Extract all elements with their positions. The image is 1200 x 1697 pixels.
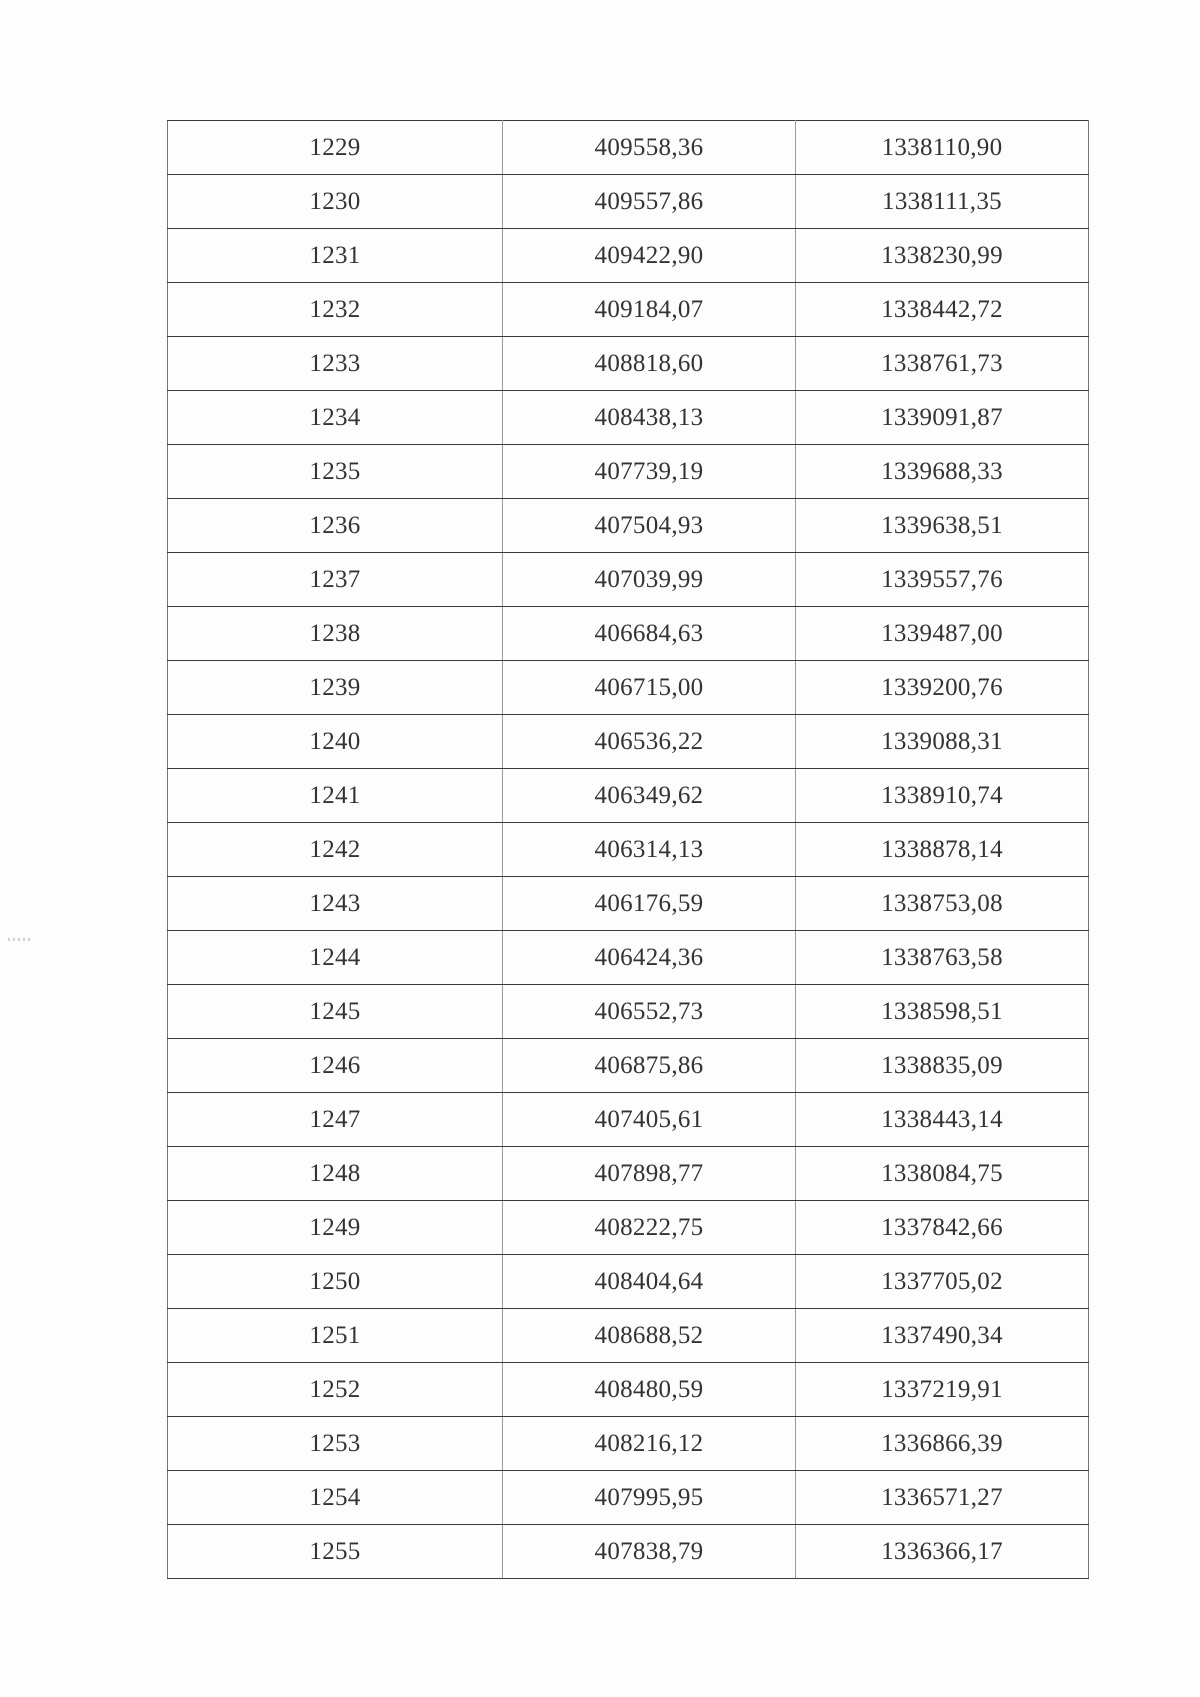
x-coordinate-cell: 408818,60 [503, 337, 796, 391]
x-coordinate-cell: 407039,99 [503, 553, 796, 607]
point-number-cell: 1242 [168, 823, 503, 877]
y-coordinate-cell: 1338835,09 [796, 1039, 1089, 1093]
y-coordinate-cell: 1338442,72 [796, 283, 1089, 337]
x-coordinate-cell: 406536,22 [503, 715, 796, 769]
y-coordinate-cell: 1338910,74 [796, 769, 1089, 823]
table-row [168, 1147, 1089, 1201]
y-coordinate-cell: 1339557,76 [796, 553, 1089, 607]
table-row [168, 1471, 1089, 1525]
table-row [168, 823, 1089, 877]
point-number-cell: 1230 [168, 175, 503, 229]
y-coordinate-cell: 1338753,08 [796, 877, 1089, 931]
table-row [168, 1255, 1089, 1309]
x-coordinate-cell: 407995,95 [503, 1471, 796, 1525]
y-coordinate-cell: 1339638,51 [796, 499, 1089, 553]
point-number-cell: 1234 [168, 391, 503, 445]
table-row [168, 1093, 1089, 1147]
coordinates-table-body [168, 121, 1089, 1579]
y-coordinate-cell: 1337705,02 [796, 1255, 1089, 1309]
table-row [168, 553, 1089, 607]
y-coordinate-cell: 1338230,99 [796, 229, 1089, 283]
point-number-cell: 1237 [168, 553, 503, 607]
point-number-cell: 1229 [168, 121, 503, 175]
x-coordinate-cell: 407405,61 [503, 1093, 796, 1147]
x-coordinate-cell: 408688,52 [503, 1309, 796, 1363]
x-coordinate-cell: 406349,62 [503, 769, 796, 823]
point-number-cell: 1245 [168, 985, 503, 1039]
point-number-cell: 1241 [168, 769, 503, 823]
y-coordinate-cell: 1338443,14 [796, 1093, 1089, 1147]
table-row [168, 607, 1089, 661]
coordinates-table-frame [167, 120, 1085, 1579]
point-number-cell: 1240 [168, 715, 503, 769]
y-coordinate-cell: 1338110,90 [796, 121, 1089, 175]
table-row [168, 1525, 1089, 1579]
x-coordinate-cell: 408404,64 [503, 1255, 796, 1309]
x-coordinate-cell: 408438,13 [503, 391, 796, 445]
x-coordinate-cell: 406314,13 [503, 823, 796, 877]
x-coordinate-cell: 407838,79 [503, 1525, 796, 1579]
table-row [168, 1363, 1089, 1417]
point-number-cell: 1252 [168, 1363, 503, 1417]
y-coordinate-cell: 1337219,91 [796, 1363, 1089, 1417]
y-coordinate-cell: 1338111,35 [796, 175, 1089, 229]
point-number-cell: 1238 [168, 607, 503, 661]
y-coordinate-cell: 1339487,00 [796, 607, 1089, 661]
y-coordinate-cell: 1338598,51 [796, 985, 1089, 1039]
table-row [168, 769, 1089, 823]
x-coordinate-cell: 406552,73 [503, 985, 796, 1039]
x-coordinate-cell: 406875,86 [503, 1039, 796, 1093]
point-number-cell: 1233 [168, 337, 503, 391]
table-row [168, 337, 1089, 391]
point-number-cell: 1250 [168, 1255, 503, 1309]
y-coordinate-cell: 1339688,33 [796, 445, 1089, 499]
table-row [168, 121, 1089, 175]
table-row [168, 229, 1089, 283]
point-number-cell: 1236 [168, 499, 503, 553]
x-coordinate-cell: 408222,75 [503, 1201, 796, 1255]
y-coordinate-cell: 1337490,34 [796, 1309, 1089, 1363]
table-row [168, 175, 1089, 229]
point-number-cell: 1247 [168, 1093, 503, 1147]
point-number-cell: 1251 [168, 1309, 503, 1363]
table-row [168, 985, 1089, 1039]
coordinates-table [167, 120, 1089, 1579]
point-number-cell: 1255 [168, 1525, 503, 1579]
table-row [168, 1201, 1089, 1255]
point-number-cell: 1232 [168, 283, 503, 337]
y-coordinate-cell: 1338761,73 [796, 337, 1089, 391]
x-coordinate-cell: 407898,77 [503, 1147, 796, 1201]
y-coordinate-cell: 1337842,66 [796, 1201, 1089, 1255]
y-coordinate-cell: 1339091,87 [796, 391, 1089, 445]
y-coordinate-cell: 1339200,76 [796, 661, 1089, 715]
y-coordinate-cell: 1338763,58 [796, 931, 1089, 985]
point-number-cell: 1248 [168, 1147, 503, 1201]
scan-artifact [8, 938, 30, 941]
y-coordinate-cell: 1338878,14 [796, 823, 1089, 877]
x-coordinate-cell: 409184,07 [503, 283, 796, 337]
table-row [168, 283, 1089, 337]
x-coordinate-cell: 406715,00 [503, 661, 796, 715]
point-number-cell: 1254 [168, 1471, 503, 1525]
point-number-cell: 1246 [168, 1039, 503, 1093]
x-coordinate-cell: 407739,19 [503, 445, 796, 499]
table-row [168, 661, 1089, 715]
x-coordinate-cell: 408216,12 [503, 1417, 796, 1471]
table-row [168, 391, 1089, 445]
point-number-cell: 1239 [168, 661, 503, 715]
x-coordinate-cell: 406176,59 [503, 877, 796, 931]
y-coordinate-cell: 1339088,31 [796, 715, 1089, 769]
y-coordinate-cell: 1336866,39 [796, 1417, 1089, 1471]
y-coordinate-cell: 1338084,75 [796, 1147, 1089, 1201]
x-coordinate-cell: 406424,36 [503, 931, 796, 985]
x-coordinate-cell: 409422,90 [503, 229, 796, 283]
table-row [168, 931, 1089, 985]
table-row [168, 1309, 1089, 1363]
table-row [168, 1039, 1089, 1093]
point-number-cell: 1253 [168, 1417, 503, 1471]
table-row [168, 445, 1089, 499]
point-number-cell: 1235 [168, 445, 503, 499]
y-coordinate-cell: 1336571,27 [796, 1471, 1089, 1525]
point-number-cell: 1231 [168, 229, 503, 283]
table-row [168, 1417, 1089, 1471]
table-row [168, 715, 1089, 769]
y-coordinate-cell: 1336366,17 [796, 1525, 1089, 1579]
x-coordinate-cell: 408480,59 [503, 1363, 796, 1417]
table-row [168, 877, 1089, 931]
point-number-cell: 1244 [168, 931, 503, 985]
x-coordinate-cell: 407504,93 [503, 499, 796, 553]
point-number-cell: 1243 [168, 877, 503, 931]
x-coordinate-cell: 409557,86 [503, 175, 796, 229]
point-number-cell: 1249 [168, 1201, 503, 1255]
x-coordinate-cell: 409558,36 [503, 121, 796, 175]
table-row [168, 499, 1089, 553]
x-coordinate-cell: 406684,63 [503, 607, 796, 661]
